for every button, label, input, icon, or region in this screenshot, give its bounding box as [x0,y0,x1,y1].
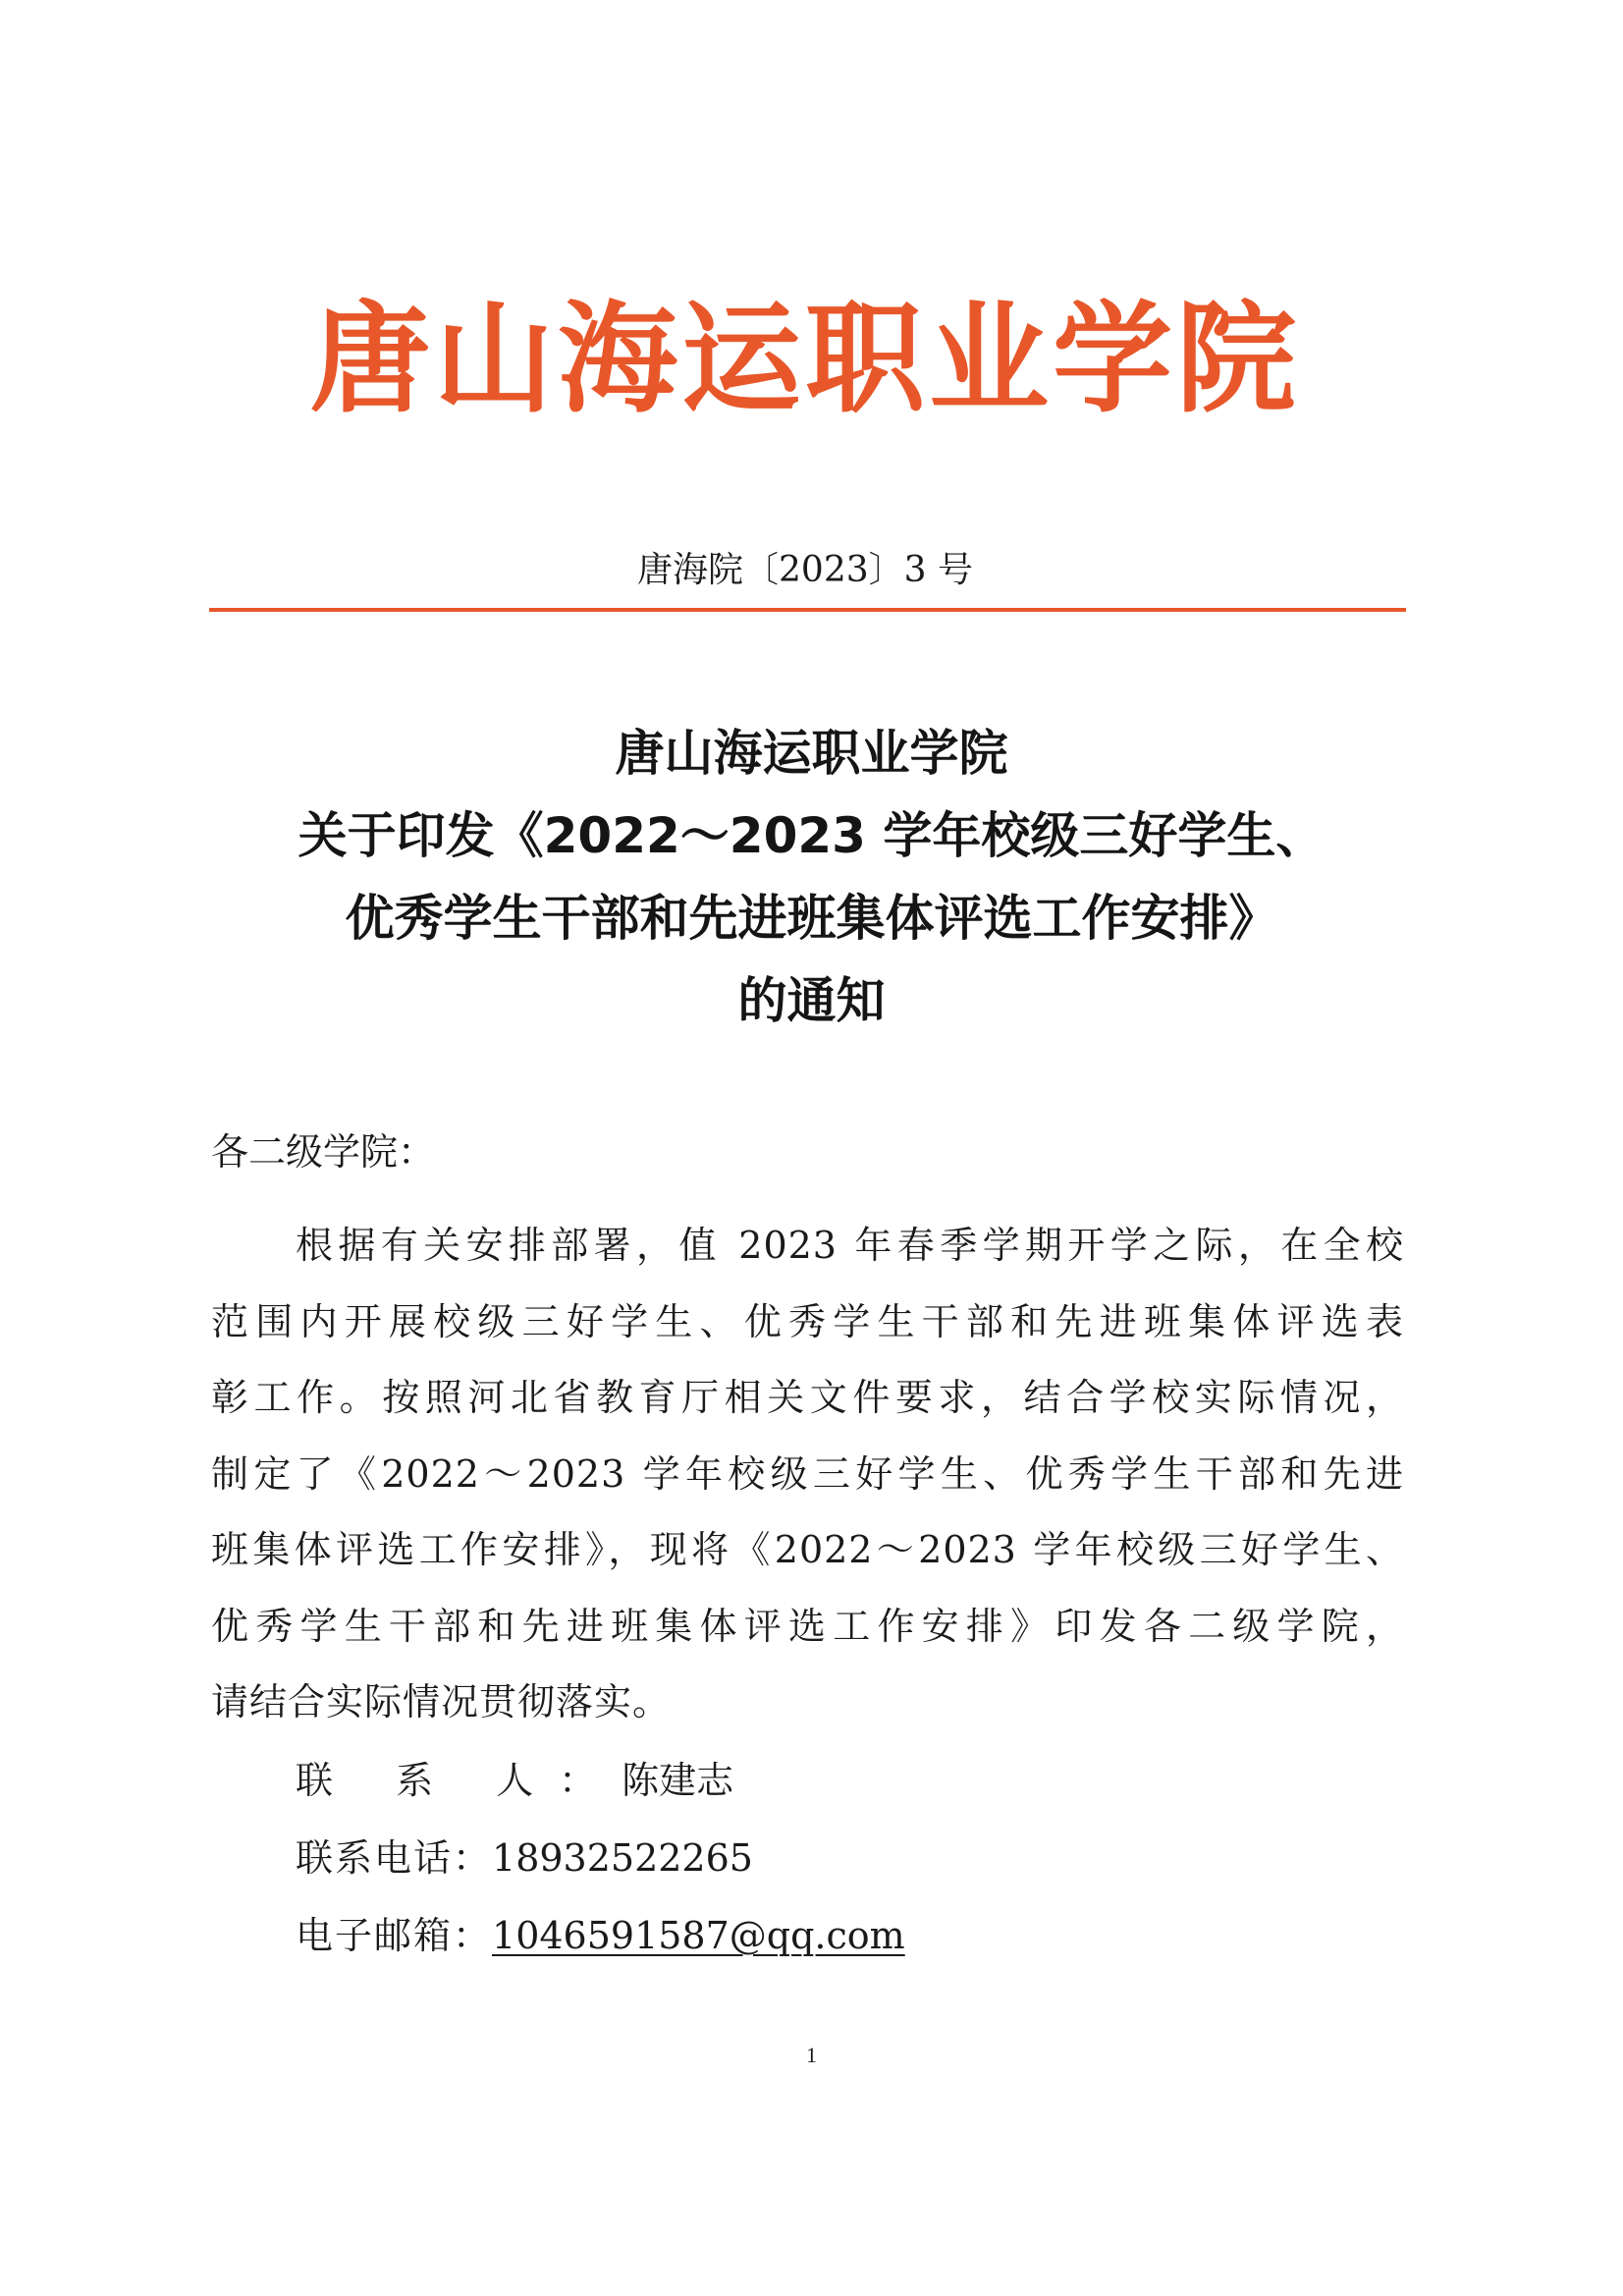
body-line-3: 彰工作。按照河北省教育厅相关文件要求，结合学校实际情况， [211,1376,1404,1419]
body-line-1: 根据有关安排部署，值 2023 年春季学期开学之际，在全校 [296,1224,1404,1267]
contact-person-label: 联 系 人： [296,1759,622,1802]
title-line-1: 唐山海运职业学院 [615,725,1008,782]
contact-person-value: 陈建志 [622,1759,734,1802]
contact-email [296,1911,905,1960]
body-line-7: 请结合实际情况贯彻落实。 [211,1680,672,1723]
salutation: 各二级学院： [211,1130,436,1174]
title-line-2: 关于印发《2022～2023 学年校级三好学生、 [298,807,1325,864]
body-line-2: 范围内开展校级三好学生、优秀学生干部和先进班集体评选表 [211,1299,1404,1343]
contact-phone [296,1833,753,1883]
title-line-4: 的通知 [737,972,886,1029]
contact-phone-label: 联系电话： [296,1836,493,1880]
contact-email-label: 电子邮箱： [296,1914,493,1957]
masthead-institution-name: 唐山海运职业学院 [310,288,1300,429]
document-number: 唐海院〔2023〕3 号 [637,550,973,590]
body-line-5: 班集体评选工作安排》，现将《2022～2023 学年校级三好学生、 [211,1528,1404,1571]
body-line-4: 制定了《2022～2023 学年校级三好学生、优秀学生干部和先进 [211,1451,1404,1496]
body-line-6: 优秀学生干部和先进班集体评选工作安排》印发各二级学院， [211,1604,1404,1648]
title-line-3: 优秀学生干部和先进班集体评选工作安排》 [345,890,1278,947]
body-paragraph [211,1208,1404,1741]
page-number: 1 [806,2043,817,2067]
red-divider-rule [209,608,1406,612]
notice-title [137,712,1486,1042]
contact-phone-value: 18932522265 [492,1836,753,1880]
contact-person [296,1756,733,1805]
contact-email-link[interactable]: 1046591587@qq.com [492,1914,905,1957]
